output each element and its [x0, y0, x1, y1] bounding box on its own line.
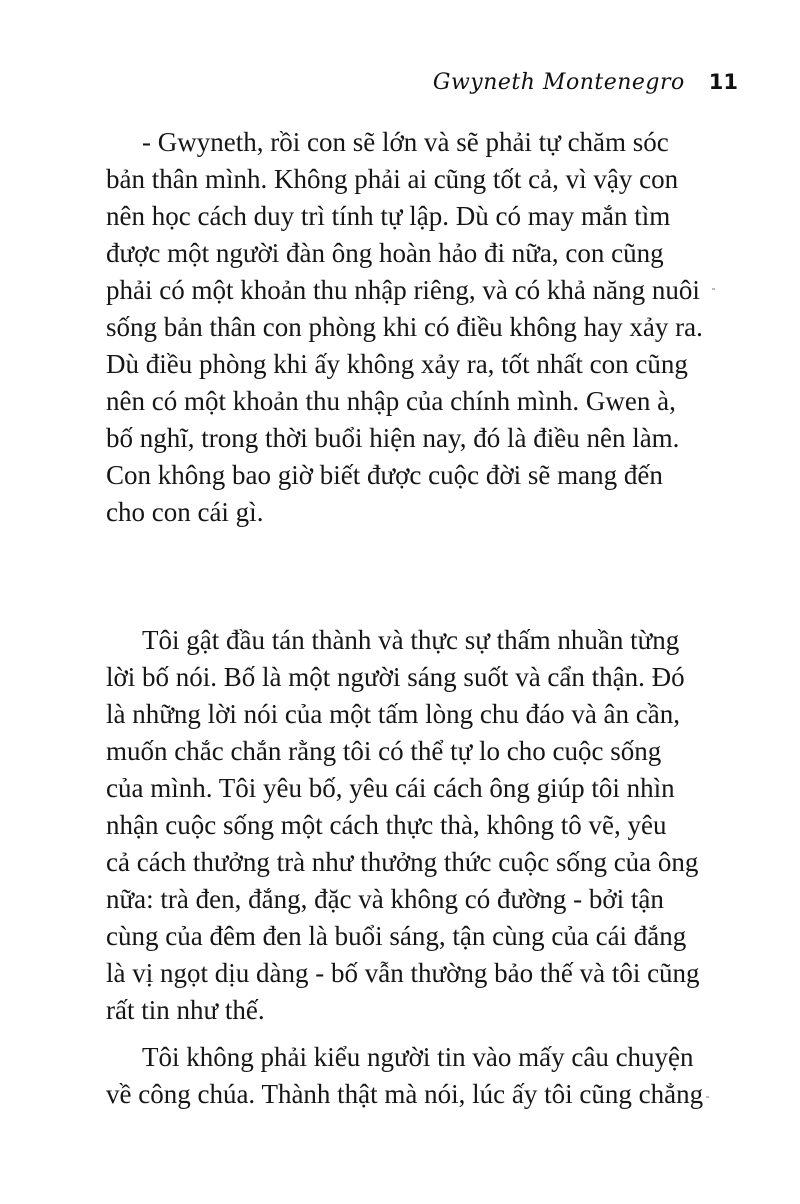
text-line: Con không bao giờ biết được cuộc đời sẽ mang đến [106, 460, 663, 490]
text-line: là những lời nói của một tấm lòng chu đáo và ân cần, [106, 699, 681, 729]
text-line: Dù điều phòng khi ấy không xảy ra, tốt nhất con cũng [106, 349, 688, 379]
text-line: nên học cách duy trì tính tự lập. Dù có may mắn tìm [106, 201, 671, 231]
text-line: cho con cái gì. [106, 497, 264, 527]
paragraph-narration [106, 622, 698, 1029]
paragraph-continued [106, 1039, 704, 1113]
scan-speck [712, 288, 715, 290]
text-line: cùng của đêm đen là buổi sáng, tận cùng của cái đắng [106, 921, 687, 951]
text-line: bố nghĩ, trong thời buổi hiện nay, đó là điều nên làm. [106, 423, 680, 453]
text-line: về công chúa. Thành thật mà nói, lúc ấy tôi cũng chẳng [106, 1079, 704, 1109]
text-line: nhận cuộc sống một cách thực thà, không tô vẽ, yêu [106, 810, 667, 840]
text-line: là vị ngọt dịu dàng - bố vẫn thường bảo thế và tôi cũng [106, 958, 700, 988]
scan-speck [706, 1096, 709, 1098]
paragraph-dialogue [106, 124, 703, 531]
text-line: Tôi không phải kiểu người tin vào mấy câu chuyện [142, 1042, 694, 1072]
text-line: Tôi gật đầu tán thành và thực sự thấm nhuần từng [142, 625, 680, 655]
text-line: rất tin như thế. [106, 995, 265, 1025]
text-line: muốn chắc chắn rằng tôi có thể tự lo cho cuộc sống [106, 736, 662, 766]
text-line: cả cách thưởng trà như thưởng thức cuộc sống của ông [106, 847, 699, 877]
text-line: được một người đàn ông hoàn hảo đi nữa, con cũng [106, 238, 664, 268]
text-line: bản thân mình. Không phải ai cũng tốt cả, vì vậy con [106, 164, 679, 194]
text-line: nữa: trà đen, đắng, đặc và không có đường - bởi tận [106, 884, 664, 914]
running-header-title: Gwyneth Montenegro [432, 70, 685, 95]
text-line: lời bố nói. Bố là một người sáng suốt và cẩn thận. Đó [106, 662, 685, 692]
text-line: của mình. Tôi yêu bố, yêu cái cách ông giúp tôi nhìn [106, 773, 675, 803]
text-line: - Gwyneth, rồi con sẽ lớn và sẽ phải tự chăm sóc [142, 127, 669, 157]
text-line: sống bản thân con phòng khi có điều không hay xảy ra. [106, 312, 703, 342]
text-line: nên có một khoản thu nhập của chính mình. Gwen à, [106, 386, 676, 416]
running-header [433, 70, 738, 95]
text-line: phải có một khoản thu nhập riêng, và có khả năng nuôi [106, 275, 700, 305]
page-number: 11 [708, 70, 738, 94]
